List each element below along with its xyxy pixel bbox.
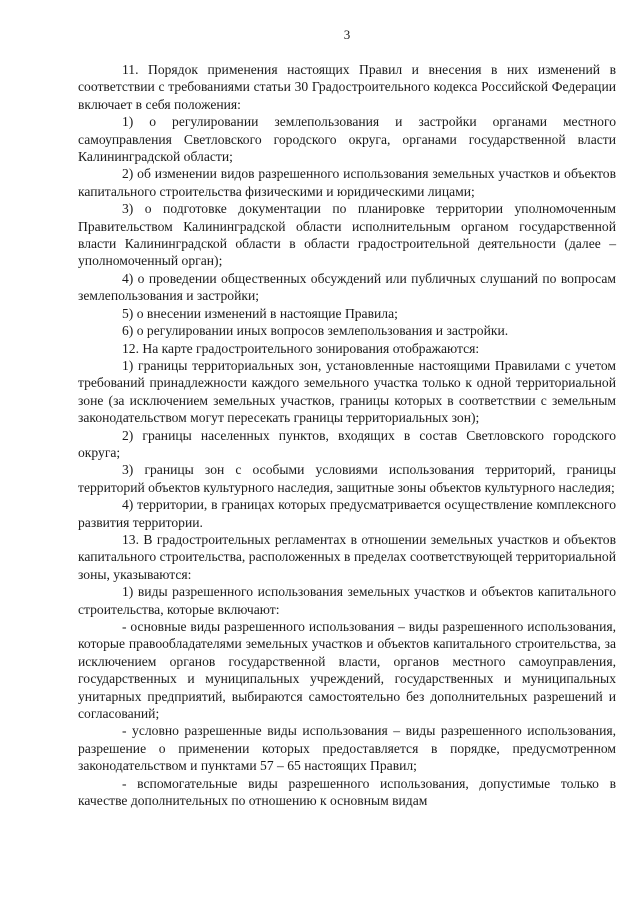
list-item-11-1: 1) о регулировании землепользования и застройки органами местного самоуправления Светловского городского округа, органами государственной власти Калининградской области; xyxy=(78,114,616,165)
paragraph-13-intro: 13. В градостроительных регламентах в отношении земельных участков и объектов капитального строительства, расположенных в пределах соответствующей территориальной зоны, указываются: xyxy=(78,531,616,582)
list-item-11-6: 6) о регулировании иных вопросов землепользования и застройки. xyxy=(122,323,509,339)
page-number: 3 xyxy=(343,27,351,42)
list-item-12-3: 3) границы зон с особыми условиями использования территорий, границы территорий объектов культурного наследия, защитные зоны объектов культурного наследия; xyxy=(78,462,616,495)
paragraph-11-intro: 11. Порядок применения настоящих Правил и внесения в них изменений в соответствии с требованиями статьи 30 Градостроительного кодекса Российской Федерации включает в себя положения: xyxy=(78,62,616,112)
list-item-11-2: 2) об изменении видов разрешенного использования земельных участков и объектов капитального строительства физическими и юридическими лицами; xyxy=(78,166,616,199)
dash-item-conditional-uses: - условно разрешенные виды использования – виды разрешенного использования, разрешение о применении которых предоставляется в порядке, предусмотренном законодательством и пунктами 57 – 65 настоящих Правил; xyxy=(78,723,616,774)
document-body xyxy=(78,61,616,809)
dash-item-auxiliary-uses: - вспомогательные виды разрешенного использования, допустимые только в качестве дополнительных по отношению к основным видам xyxy=(78,775,616,809)
list-item-11-5: 5) о внесении изменений в настоящие Правила; xyxy=(122,305,398,321)
paragraph-12-intro: 12. На карте градостроительного зонирования отображаются: xyxy=(122,340,480,356)
list-item-12-1: 1) границы территориальных зон, установленные настоящими Правилами с учетом требований принадлежности каждого земельного участка только к одной территориальной зоне (за исключением земельных участков, границы которых в соответствии с земельным законодательством могут пересекать границы территориальных зон); xyxy=(78,357,616,426)
dash-item-main-uses: - основные виды разрешенного использования – виды разрешенного использования, которые правообладателями земельных участков и объектов капитального строительства, за исключением органов государственной власти, органов местного самоуправления, государственных и муниципальных учреждений, государственных и муниципальных унитарных предприятий, выбираются самостоятельно без дополнительных разрешений и согласований; xyxy=(78,619,616,722)
list-item-13-1: 1) виды разрешенного использования земельных участков и объектов капитального строительства, которые включают: xyxy=(78,584,616,617)
list-item-12-4: 4) территории, в границах которых предусматривается осуществление комплексного развития территории. xyxy=(78,497,616,530)
list-item-12-2: 2) границы населенных пунктов, входящих в состав Светловского городского округа; xyxy=(78,427,616,460)
list-item-11-4: 4) о проведении общественных обсуждений или публичных слушаний по вопросам землепользования и застройки; xyxy=(78,270,616,304)
list-item-11-3: 3) о подготовке документации по планировке территории уполномоченным Правительством Калининградской области исполнительным органом государственной власти Калининградской области в области градостроительной деятельности (далее – уполномоченный орган); xyxy=(78,201,616,269)
